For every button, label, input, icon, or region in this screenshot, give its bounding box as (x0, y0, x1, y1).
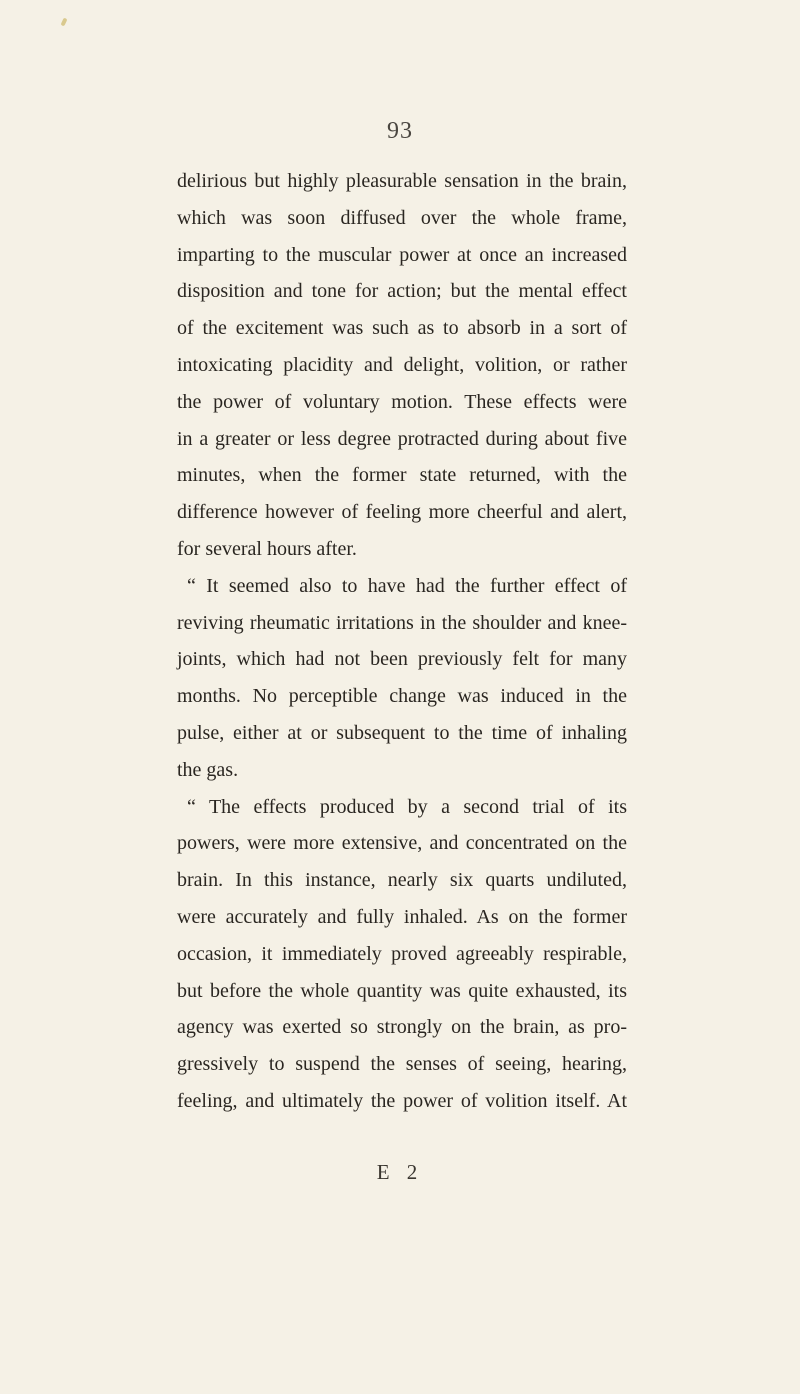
text-line: for several hours after. (177, 537, 357, 560)
text-line: “ The effects produced by a second trial of its (187, 795, 627, 818)
text-line: pulse, either at or subsequent to the time of inhaling (177, 721, 627, 744)
page-number: 93 (387, 118, 413, 144)
signature-mark: E 2 (376, 1160, 424, 1184)
text-line: were accurately and fully inhaled. As on the former (177, 905, 627, 928)
text-line: the gas. (177, 758, 239, 781)
text-line: months. No perceptible change was induced in the (177, 685, 627, 708)
text-line: intoxicating placidity and delight, volition, or rather (177, 353, 627, 376)
text-line: difference however of feeling more cheerful and alert, (177, 501, 627, 524)
text-line: feeling, and ultimately the power of volition itself. At (177, 1089, 627, 1112)
text-line: brain. In this instance, nearly six quarts undiluted, (177, 869, 627, 892)
text-line: imparting to the muscular power at once an increased (177, 243, 627, 266)
body-text (177, 163, 627, 1120)
text-line: minutes, when the former state returned, with the (177, 464, 627, 487)
text-line: of the excitement was such as to absorb in a sort of (177, 317, 627, 340)
text-line: but before the whole quantity was quite exhausted, its (177, 979, 627, 1002)
text-line: reviving rheumatic irritations in the shoulder and knee- (177, 611, 627, 634)
text-line: disposition and tone for action; but the mental effect (177, 280, 627, 303)
text-line: the power of voluntary motion. These effects were (177, 390, 627, 413)
text-line: gressively to suspend the senses of seeing, hearing, (177, 1053, 627, 1076)
text-line: in a greater or less degree protracted during about five (177, 427, 627, 450)
text-line: joints, which had not been previously felt for many (177, 648, 627, 671)
text-line: delirious but highly pleasurable sensation in the brain, (177, 170, 627, 192)
text-line: agency was exerted so strongly on the brain, as pro- (177, 1016, 627, 1039)
text-line: occasion, it immediately proved agreeably respirable, (177, 942, 627, 965)
text-line: powers, were more extensive, and concentrated on the (177, 832, 627, 855)
text-line: which was soon diffused over the whole frame, (177, 206, 627, 229)
text-line: “ It seemed also to have had the further effect of (187, 574, 627, 597)
paper-speck (60, 18, 67, 27)
